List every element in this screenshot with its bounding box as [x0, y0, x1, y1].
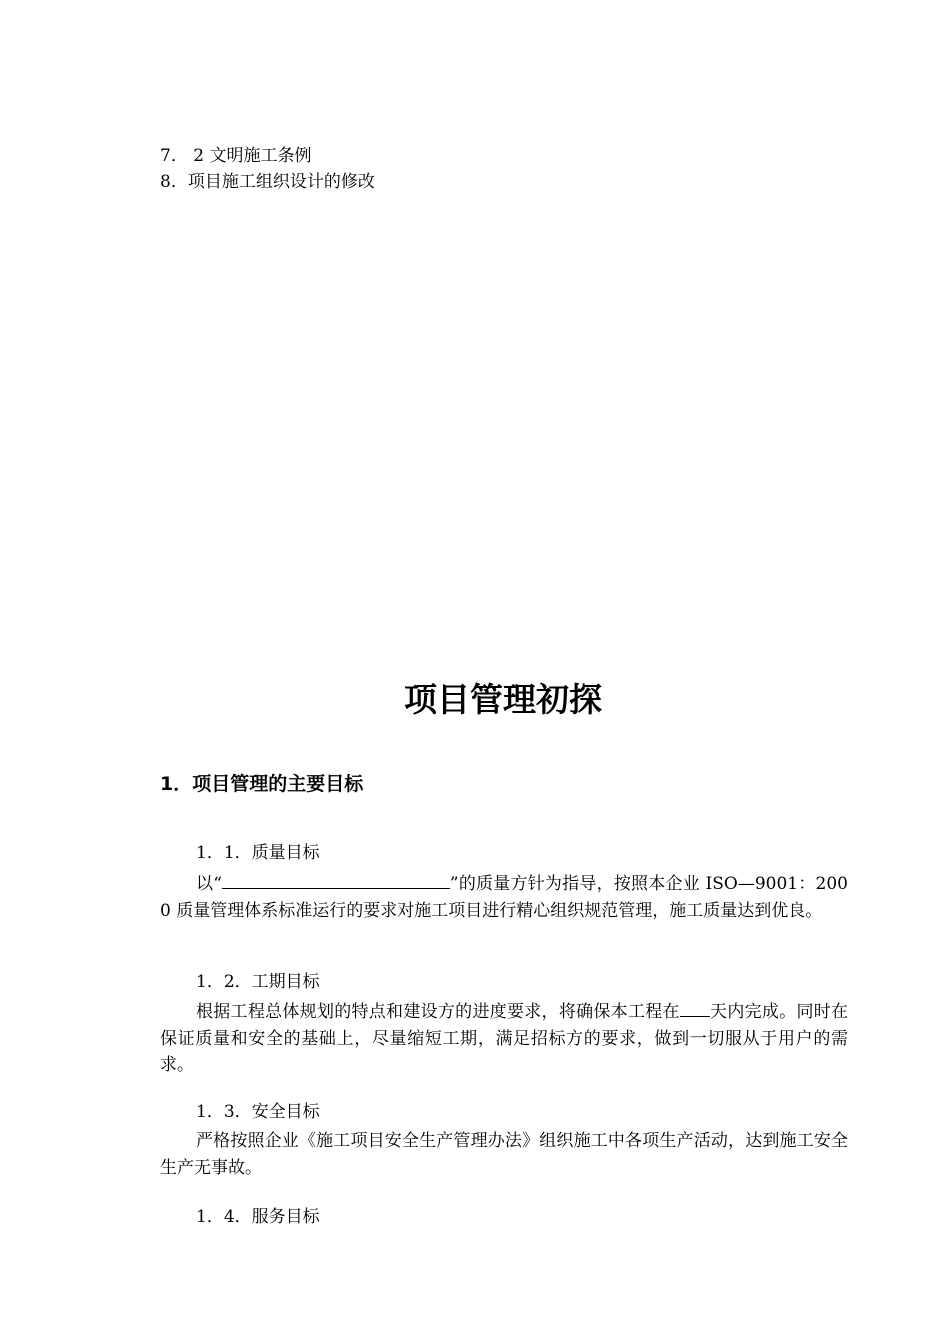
fill-in-blank — [222, 871, 450, 889]
paragraph-schedule-rest: 天内完成。同时在保证质量和安全的基础上，尽量缩短工期，满足招标方的要求，做到一切服从于用户的需求。 — [160, 1002, 849, 1075]
subsection-heading-quality: 1．1．质量目标 — [196, 843, 320, 863]
document-title: 项目管理初探 — [404, 680, 602, 719]
toc-item-8: 8．项目施工组织设计的修改 — [160, 172, 375, 192]
paragraph-quality — [160, 871, 848, 924]
subsection-heading-schedule: 1．2．工期目标 — [196, 972, 320, 992]
paragraph-quality-rest: ”的质量方针为指导，按照本企业 ISO—9001：2000 质量管理体系标准运行的要求对施工项目进行精心组织规范管理，施工质量达到优良。 — [160, 874, 848, 921]
subsection-heading-safety: 1．3．安全目标 — [196, 1102, 320, 1122]
paragraph-quality-lead: 以“ — [196, 874, 222, 894]
paragraph-safety: 严格按照企业《施工项目安全生产管理办法》组织施工中各项生产活动，达到施工安全生产无事故。 — [160, 1131, 848, 1178]
paragraph-schedule-lead: 根据工程总体规划的特点和建设方的进度要求，将确保本工程在 — [196, 1002, 680, 1022]
subsection-heading-service: 1．4．服务目标 — [196, 1207, 320, 1227]
fill-in-blank-days — [680, 999, 710, 1017]
toc-item-7-2: 7． 2 文明施工条例 — [160, 146, 312, 166]
section-heading-1: 1．项目管理的主要目标 — [160, 773, 364, 795]
paragraph-schedule — [160, 999, 848, 1079]
